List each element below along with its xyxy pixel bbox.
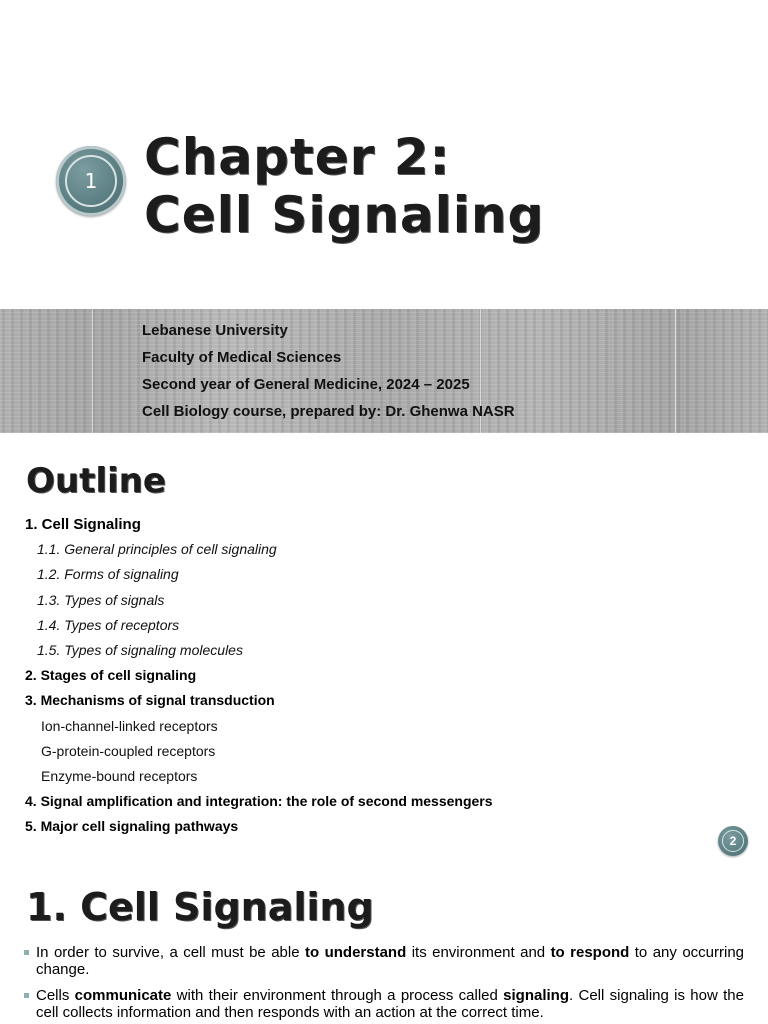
- course-author: Cell Biology course, prepared by: Dr. Ghenwa NASR: [142, 403, 515, 420]
- info-band: [0, 309, 768, 433]
- bullet-text: In order to survive, a cell must be able: [36, 944, 305, 961]
- section-title: 1. Cell Signaling: [26, 885, 374, 929]
- outline-section: 3. Mechanisms of signal transduction: [25, 692, 275, 709]
- bullet-text: to any occurring change.: [36, 944, 745, 978]
- slide-number: 1: [65, 155, 117, 207]
- outline-subsection: G-protein-coupled receptors: [41, 742, 216, 759]
- bullet-text: Cells: [36, 987, 75, 1004]
- bullet-text: . Cell signaling is how the cell collects information and then responds with an action at the correct time.: [36, 987, 744, 1021]
- outline-subsection: Ion-channel-linked receptors: [41, 717, 218, 734]
- academic-year: Second year of General Medicine, 2024 – 2025: [142, 376, 470, 393]
- outline-section: 2. Stages of cell signaling: [25, 667, 197, 684]
- band-seam: [92, 309, 93, 433]
- outline-section: 1. Cell Signaling: [25, 516, 141, 533]
- bullet-emphasis: to understand: [305, 944, 407, 961]
- bullet-emphasis: signaling: [503, 987, 570, 1004]
- bullet-marker: [24, 993, 29, 998]
- outline-subsection: 1.5. Types of signaling molecules: [37, 642, 243, 659]
- faculty-name: Faculty of Medical Sciences: [142, 349, 342, 366]
- outline-title: Outline: [26, 461, 166, 501]
- bullet-emphasis: communicate: [74, 987, 172, 1004]
- outline-slide: [0, 433, 768, 865]
- outline-subsection: 1.3. Types of signals: [37, 591, 165, 608]
- cell-signaling-slide: [0, 865, 768, 1024]
- chapter-title: [144, 128, 744, 244]
- slide-number-badge: [718, 826, 748, 856]
- outline-subsection: 1.4. Types of receptors: [37, 616, 180, 633]
- outline-subsection: Enzyme-bound receptors: [41, 768, 198, 785]
- bullet-text: its environment and: [406, 944, 551, 961]
- title-slide: [0, 0, 768, 432]
- chapter-title-line1: Chapter 2:: [144, 128, 451, 186]
- slide-number: 2: [722, 830, 744, 852]
- bullet-emphasis: to respond: [550, 944, 630, 961]
- outline-subsection: 1.2. Forms of signaling: [37, 566, 179, 583]
- bullet-item: [24, 987, 744, 1021]
- course-info: [142, 317, 515, 425]
- outline-section: 4. Signal amplification and integration: the role of second messengers: [25, 793, 493, 810]
- bullet-list: [24, 944, 744, 1024]
- chapter-title-line2: Cell Signaling: [144, 186, 545, 244]
- bullet-item: [24, 944, 744, 978]
- outline-list: [25, 512, 493, 840]
- outline-subsection: 1.1. General principles of cell signaling: [37, 541, 277, 558]
- slide-number-badge: [56, 146, 126, 216]
- bullet-marker: [24, 950, 29, 955]
- outline-section: 5. Major cell signaling pathways: [25, 818, 239, 835]
- bullet-text: with their environment through a process called: [171, 987, 504, 1004]
- band-seam: [675, 309, 676, 433]
- university-name: Lebanese University: [142, 322, 288, 339]
